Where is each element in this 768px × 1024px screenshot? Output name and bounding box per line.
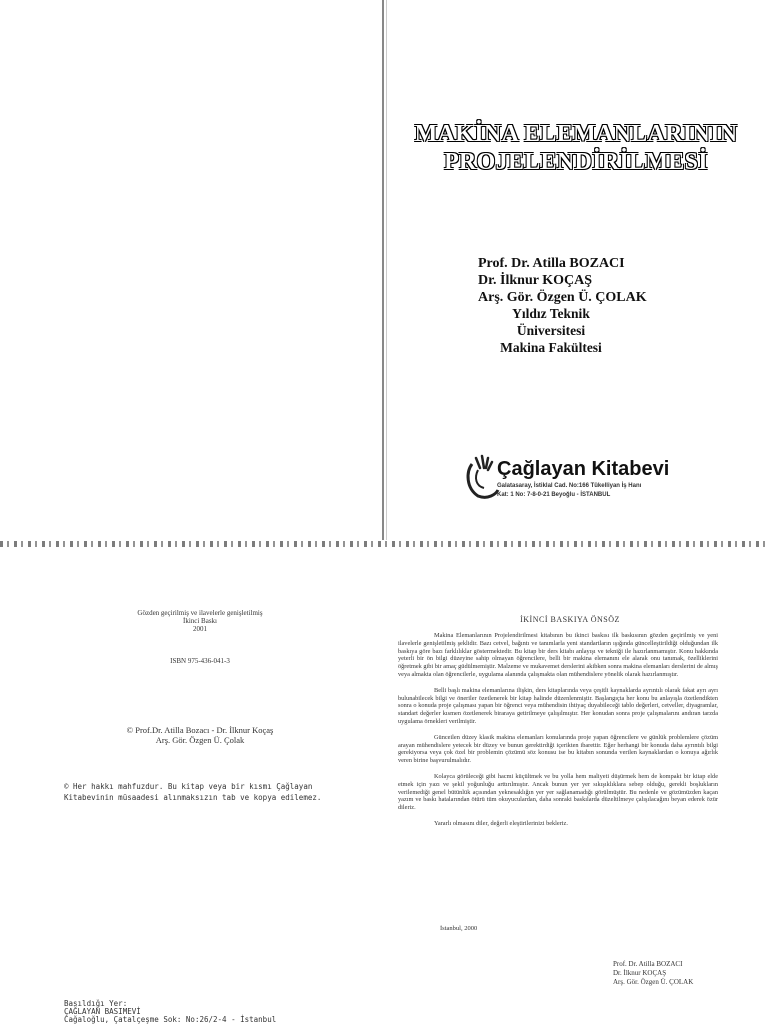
copyright-line2: Arş. Gör. Özgen Ü. Çolak bbox=[155, 735, 245, 745]
printer-line2: ÇAĞLAYAN BASIMEVİ bbox=[64, 1007, 141, 1016]
preface-paragraph: Kolayca görüleceği gibi hacmi küçültmek ve bu yolla hem maliyeti düşürmek hem de kompakt bir kitap elde etmek için yazı ve şekil yoğunluğu arttırılmıştır. Ancak bunun yer yer sıkışıklıklara sebep olduğu, gerekli boşlukların verilemediği genel bütünlük açısından yeknesaklığın yer yer sağlanamadığı görülmüştür. Bu nedenle ve gözümüzden kaçan yazım ve baskı hatalarından ötürü tüm okuyuculardan, daha sonraki baskılarda düzeltilmeye çalışılacağını beyan ederek özür dileriz. bbox=[398, 772, 718, 812]
author-list bbox=[478, 255, 647, 306]
affiliation bbox=[478, 305, 624, 356]
signer-1: Prof. Dr. Atilla BOZACI bbox=[613, 960, 683, 968]
edition-line2: İkinci Baskı bbox=[182, 617, 218, 625]
isbn-number: ISBN 975-436-041-3 bbox=[170, 657, 230, 665]
edition-info bbox=[92, 609, 308, 633]
edition-line1: Gözden geçirilmiş ve ilavelerle genişletilmiş bbox=[137, 609, 263, 617]
signer-2: Dr. İlknur KOÇAŞ bbox=[613, 969, 667, 977]
author-1: Prof. Dr. Atilla BOZACI bbox=[478, 256, 625, 271]
preface-paragraph: Makina Elemanlarının Projelendirilmesi kitabının bu ikinci baskısı ilk baskısının gözden geçirilmiş ve yeni ilavelerle genişletilmiş şeklidir. Bazı cetvel, bağıntı ve tanımlarla yeni standartların ışığında güncelleştirildiği olduğundan ilk baskıya göre bazı farklılıklar göstermektedir. Bu kitap bir ders kitabı anlayışı ve tekniği ile hazırlanmamıştır. Konu hakkında yeterli bir ön bilgi düzeyine sahip olmayan öğrencilere, belli bir makina elemanını ele alarak onu tanımak, özelliklerini öğretmek gibi bir amaç güdülmemiştir. Malzeme ve mukavemet derslerini akibken sonra makina elemanları derslerini de almış veya almakta olan öğrencilerle, uygulama alanında çalışmakta olan mühendislere yönelik olarak hazırlanmıştır. bbox=[398, 632, 718, 678]
preface-paragraph: Belli başlı makina elemanlarına ilişkin, ders kitaplarında veya çeşitli kaynaklarda ayrıntılı olarak fakat ayrı ayrı bulunabilecek bilgi ve öneriler özetlenerek bir kitap halinde düzenlenmiştir. Başlangıçta her konu bu anlayışla özetlendikten sonra o konuda proje çalışması yapan bir öğrenci veya mühendisin ihtiyaç duyabileceği tablo değerleri, cetveller, diyagramlar, standart değerler kısmen özetlenerek biraraya getirilmeye çalışılmıştır. Her konudan sonra proje çalışmalarını andıran tarzda uygulama örnekleri verilmiştir. bbox=[398, 686, 718, 725]
publisher-name: Çağlayan Kitabevi bbox=[497, 458, 670, 480]
preface-title: İKİNCİ BASKIYA ÖNSÖZ bbox=[520, 615, 620, 624]
book-title-line1: MAKİNA ELEMANLARININ bbox=[414, 121, 738, 147]
page-spine bbox=[382, 0, 384, 540]
preface-signatures bbox=[613, 960, 693, 987]
university-name: Yıldız Teknik Üniversitesi bbox=[512, 306, 590, 338]
author-3: Arş. Gör. Özgen Ü. ÇOLAK bbox=[478, 290, 647, 305]
page-spine-shadow bbox=[386, 0, 387, 540]
signer-3: Arş. Gör. Özgen Ü. ÇOLAK bbox=[613, 978, 694, 986]
preface-body bbox=[398, 632, 718, 836]
copyright-line1: © Prof.Dr. Atilla Bozacı - Dr. İlknur Koçaş bbox=[126, 725, 274, 735]
preface-paragraph: Günceilen düzey klasik makina elemanları konularında proje yapan öğrencilere ve günlük problemlere çözüm arayan mühendislere yetecek bir düzey ve bunun gerektirdiği içerikten ibarettir. Eğer herhangi bir konuda daha ayrıntılı bilgi gerekiyorsa veya çok özel bir problemin çözümü söz konusu ise bu kitabın sonunda verilen kaynaklardan o konuya ağırlık veren birine başvurulmalıdır. bbox=[398, 733, 718, 765]
page-fold-line bbox=[0, 541, 768, 547]
faculty-name: Makina Fakültesi bbox=[500, 340, 602, 355]
printer-info bbox=[64, 1000, 276, 1024]
preface-paragraph: Yararlı olmasını diler, değerli eleştirilerinizi bekleriz. bbox=[434, 819, 568, 827]
author-2: Dr. İlknur KOÇAŞ bbox=[478, 273, 592, 288]
publisher-address bbox=[497, 482, 641, 500]
rights-line1: © Her hakkı mahfuzdur. Bu kitap veya bir kısmı Çağlayan bbox=[64, 782, 313, 791]
copyright-notice bbox=[92, 725, 308, 745]
rights-line2: Kitabevinin müsaadesi alınmaksızın tab ve kopya edilemez. bbox=[64, 793, 322, 802]
publisher-address-line1: Galatasaray, İstiklal Cad. No:166 Tükelliyan İş Hanı bbox=[497, 483, 642, 489]
publisher-address-line2: Kat: 1 No: 7-8-0-21 Beyoğlu - İSTANBUL bbox=[497, 492, 611, 498]
preface-place-date: İstanbul, 2000 bbox=[440, 925, 478, 932]
printer-line3: Cağaloğlu, Çatalçeşme Sok: No:26/2-4 - İstanbul bbox=[64, 1015, 277, 1024]
edition-year: 2001 bbox=[193, 625, 207, 633]
printer-line1: Basıldığı Yer: bbox=[64, 999, 128, 1008]
book-title-line2: PROJELENDİRİLMESİ bbox=[444, 149, 708, 175]
rights-notice bbox=[64, 781, 364, 803]
